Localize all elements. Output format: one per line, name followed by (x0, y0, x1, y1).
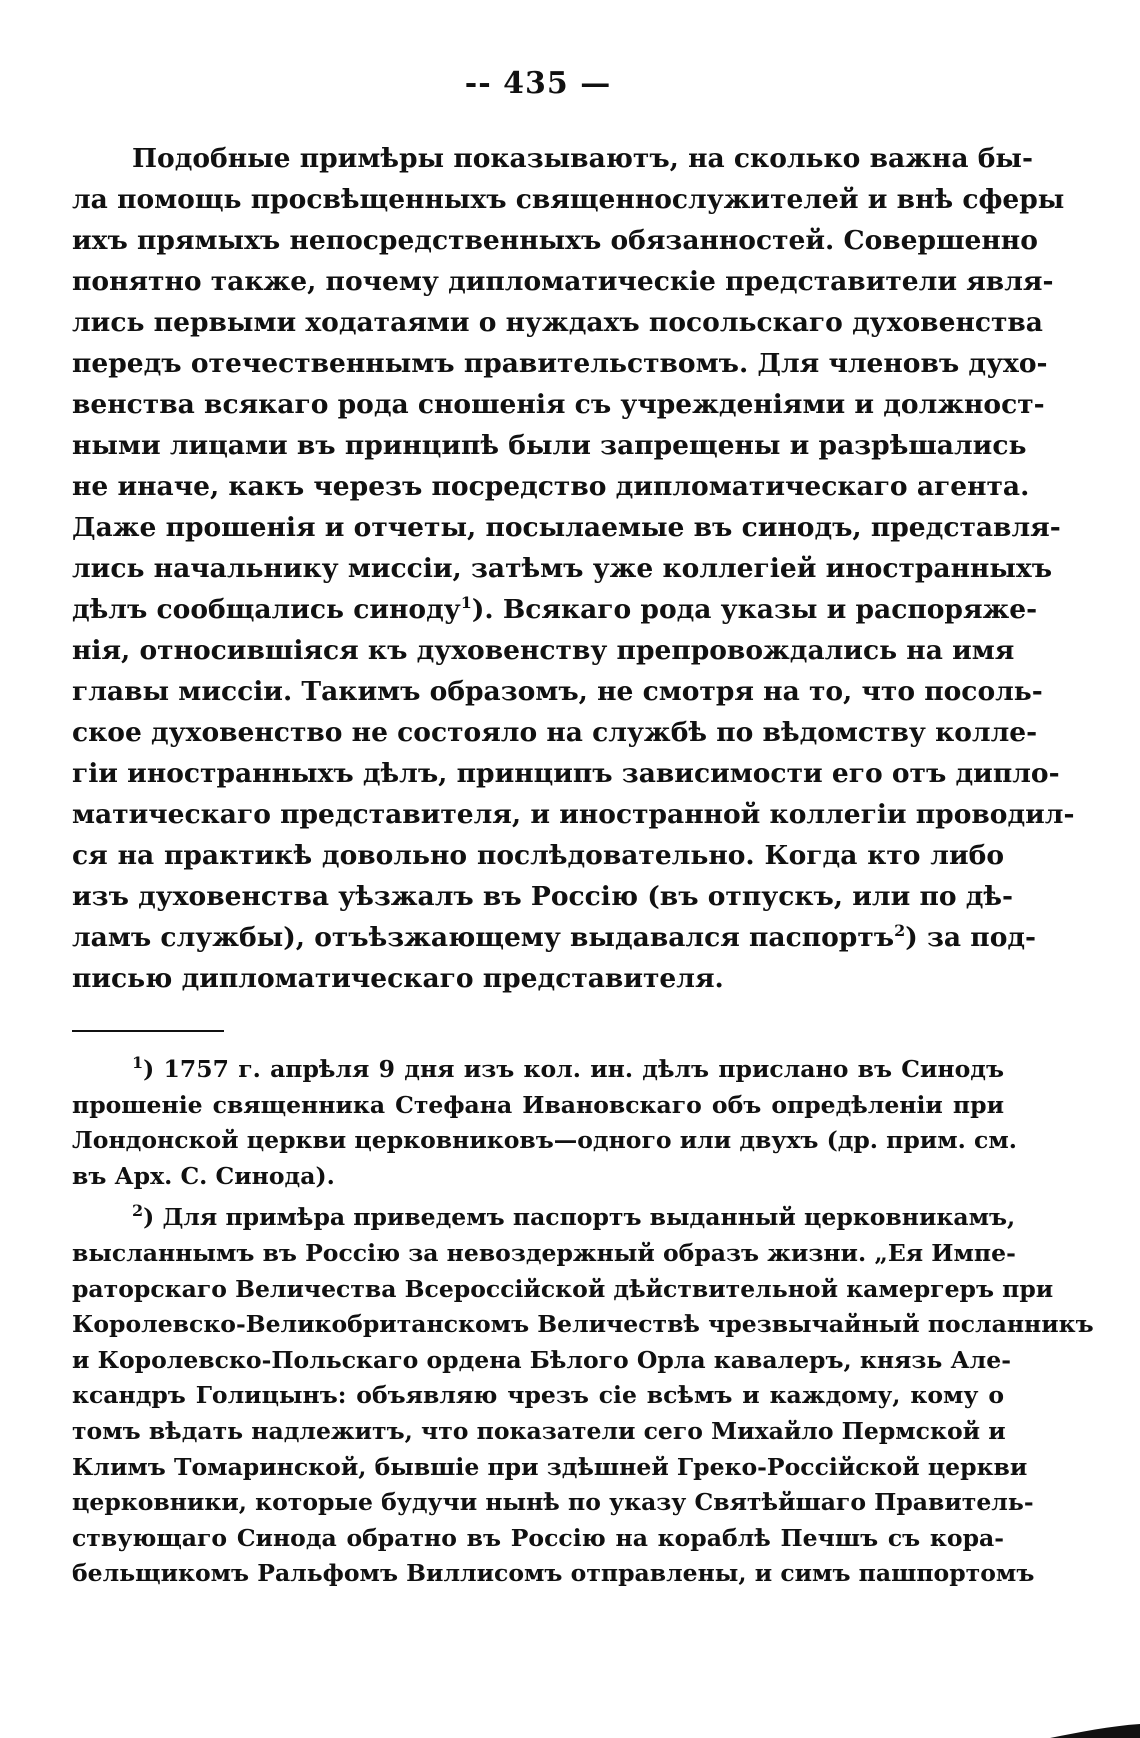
body-text (72, 138, 1075, 999)
page-number: -- 435 — (464, 66, 612, 101)
text-line: изъ духовенства уѣзжалъ въ Россію (въ отпускъ, или по дѣ- (72, 881, 1014, 912)
footnote-line: и Королевско-Польскаго ордена Бѣлого Орла кавалеръ, князь Але- (72, 1345, 1011, 1374)
text-line: писью дипломатическаго представителя. (72, 963, 724, 994)
text-line: ся на практикѣ довольно послѣдовательно. Когда кто либо (72, 840, 1004, 871)
text-fragment: ). Всякаго рода указы и распоряже- (471, 594, 1038, 625)
footnote-2 (72, 1200, 1094, 1592)
text-line: Даже прошенія и отчеты, посылаемые въ синодъ, представля- (72, 512, 1061, 543)
footnote-line: Климъ Томаринской, бывшіе при здѣшней Греко-Россійской церкви (72, 1452, 1028, 1481)
text-line: передъ отечественнымъ правительствомъ. Для членовъ духо- (72, 348, 1048, 379)
text-line: главы миссіи. Такимъ образомъ, не смотря на то, что посоль- (72, 676, 1043, 707)
footnote-line: бельщикомъ Ральфомъ Виллисомъ отправлены, и симъ пашпортомъ (72, 1559, 1035, 1588)
text-line: гіи иностранныхъ дѣлъ, принципъ зависимости его отъ дипло- (72, 758, 1060, 789)
text-line-with-footnote-ref (72, 917, 1037, 958)
text-fragment: ) 1757 г. апрѣля 9 дня изъ кол. ин. дѣлъ прислано въ Синодъ (143, 1055, 1004, 1083)
text-fragment: ) Для примѣра приведемъ паспортъ выданный церковникамъ, (143, 1203, 1016, 1232)
footnote-line: Королевско-Великобританскомъ Величествѣ чрезвычайный посланникъ (72, 1310, 1094, 1339)
footnote-line: томъ вѣдать надлежитъ, что показатели сего Михайло Пермской и (72, 1416, 1006, 1445)
text-line: лись первыми ходатаями о нуждахъ посольскаго духовенства (72, 307, 1043, 338)
footnote-line: высланнымъ въ Россію за невоздержный образъ жизни. „Ея Импе- (72, 1238, 1016, 1267)
footnote-marker-2: 2 (132, 1201, 144, 1221)
text-fragment: дѣлъ сообщались синоду (72, 594, 461, 625)
text-line: ское духовенство не состояло на службѣ по вѣдомству колле- (72, 717, 1038, 748)
footnote-line: раторскаго Величества Всероссійской дѣйствительной камергеръ при (72, 1274, 1054, 1303)
footnote-line: въ Арх. С. Синода). (72, 1161, 335, 1190)
text-line: лись начальнику миссіи, затѣмъ уже коллегіей иностранныхъ (72, 553, 1053, 584)
footnote-line: прошеніе священника Стефана Ивановскаго объ опредѣленіи при (72, 1090, 1004, 1119)
text-line: Подобные примѣры показываютъ, на сколько важна бы- (132, 143, 1033, 174)
footnote-ref-2[interactable]: 2 (894, 921, 906, 941)
text-line: ла помощь просвѣщенныхъ священнослужителей и внѣ сферы (72, 184, 1065, 215)
footnote-line: ксандръ Голицынъ: объявляю чрезъ сіе всѣмъ и каждому, кому о (72, 1381, 1004, 1410)
footnote-line: церковники, которые будучи нынѣ по указу Святѣйшаго Правитель- (72, 1488, 1034, 1517)
footnote-1 (72, 1052, 1017, 1194)
text-line: понятно также, почему дипломатическіе представители явля- (72, 266, 1054, 297)
footnotes (72, 1052, 1094, 1592)
scan-edge-mark (1050, 1724, 1140, 1738)
footnote-line: ствующаго Синода обратно въ Россію на кораблѣ Печшъ съ кора- (72, 1523, 1004, 1552)
footnote-marker-1: 1 (132, 1053, 144, 1073)
text-fragment: ламъ службы), отъѣзжающему выдавался паспортъ (72, 922, 895, 953)
text-fragment: ) за под- (905, 922, 1037, 953)
text-line: нія, относившіяся къ духовенству препровождались на имя (72, 635, 1015, 666)
text-line: ихъ прямыхъ непосредственныхъ обязанностей. Совершенно (72, 225, 1038, 256)
text-line-with-footnote-ref (72, 589, 1038, 630)
text-line: ными лицами въ принципѣ были запрещены и разрѣшались (72, 430, 1027, 461)
footnote-line: Лондонской церкви церковниковъ—одного или двухъ (др. прим. см. (72, 1126, 1017, 1155)
footnote-divider (72, 1030, 224, 1032)
text-line: венства всякаго рода сношенія съ учрежденіями и должност- (72, 389, 1045, 420)
footnote-line (72, 1052, 1004, 1088)
text-line: матическаго представителя, и иностранной коллегіи проводил- (72, 799, 1075, 830)
text-line: не иначе, какъ черезъ посредство дипломатическаго агента. (72, 471, 1030, 502)
footnote-line (72, 1200, 1016, 1236)
footnote-ref-1[interactable]: 1 (460, 593, 472, 613)
